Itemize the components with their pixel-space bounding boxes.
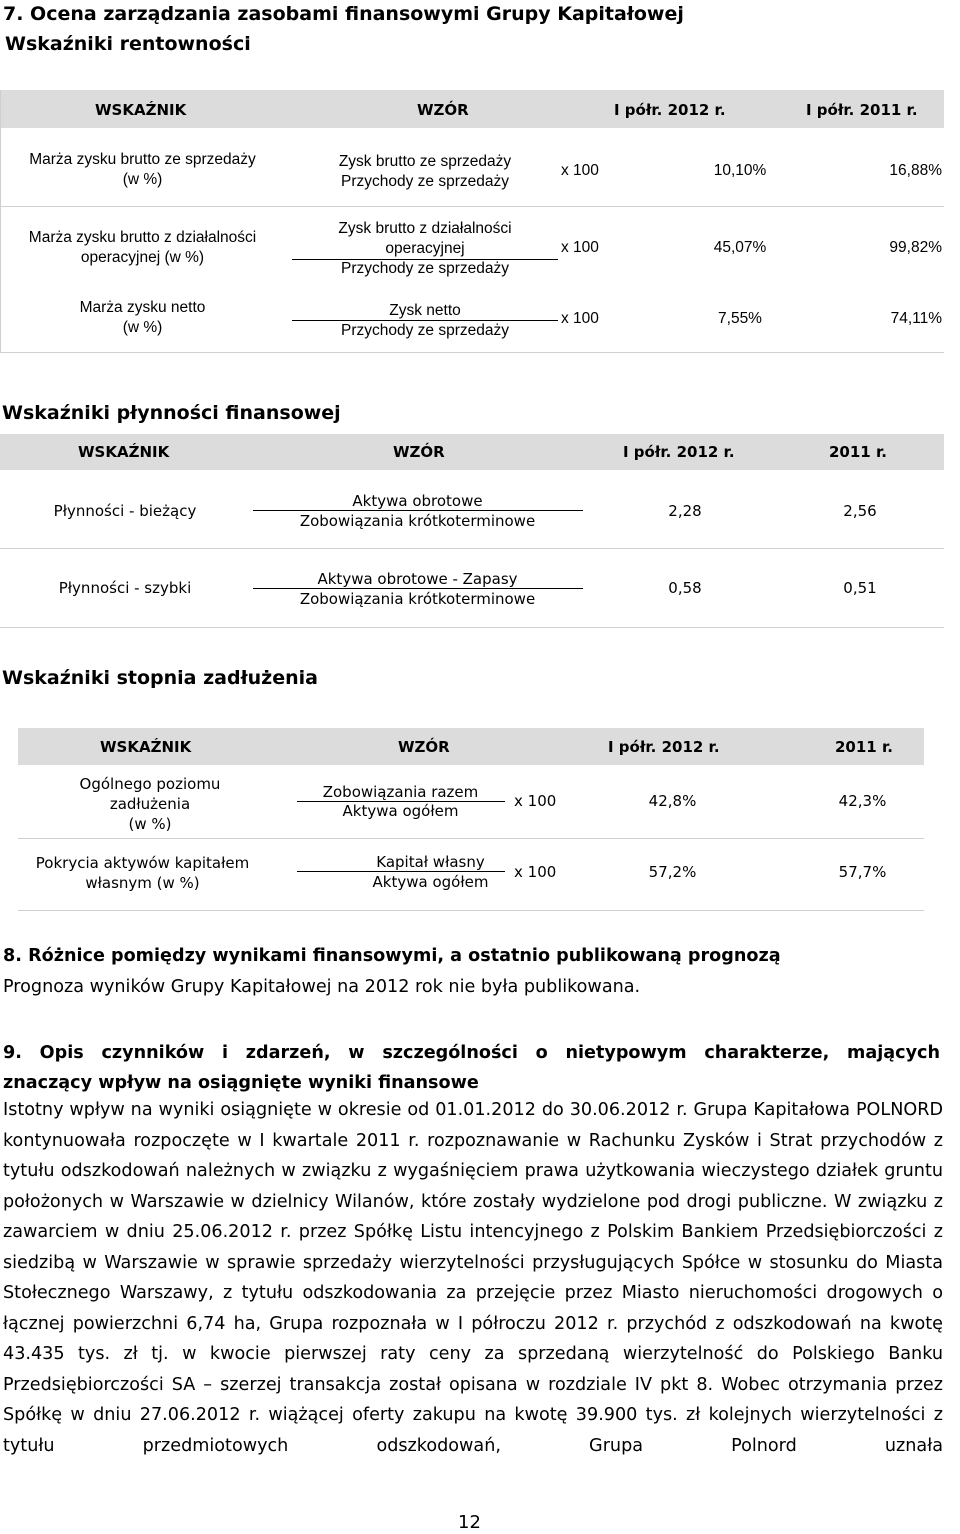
zadluzenie-header-2011: 2011 r.: [835, 738, 893, 756]
plynnosc-row2-name: Płynności - szybki: [58, 579, 192, 597]
zadluzenie-row1-2012: 42,8%: [648, 792, 697, 810]
rentownosc-row3-2011: 74,11%: [890, 310, 942, 327]
zadluzenie-row1-numerator: Zobowiązania razem: [322, 783, 479, 801]
zadluzenie-row1-multiplier: x 100: [514, 792, 557, 810]
fraction-line: [292, 259, 558, 260]
rentownosc-row3-2012: 7,55%: [718, 310, 762, 327]
rentownosc-row2-name: Marża zysku brutto z działalności operacyjnej (w %): [28, 229, 257, 266]
row-divider: [18, 838, 924, 839]
plynnosc-header-wzor: WZÓR: [393, 443, 445, 461]
table-bottom-border: [0, 352, 944, 353]
plynnosc-row1-2012: 2,28: [668, 502, 702, 520]
fraction-line: [297, 871, 505, 872]
plynnosc-row1-2011: 2,56: [843, 502, 877, 520]
zadluzenie-row1-denominator: Aktywa ogółem: [342, 802, 459, 820]
zadluzenie-header-2012: I półr. 2012 r.: [608, 738, 720, 756]
rentownosc-header-2012: I półr. 2012 r.: [614, 101, 726, 119]
zadluzenie-row1-2011: 42,3%: [838, 792, 887, 810]
rentownosc-row2-2012: 45,07%: [713, 239, 767, 256]
plynnosc-row1-name: Płynności - bieżący: [53, 502, 197, 520]
rentownosc-row1-name: Marża zysku brutto ze sprzedaży (w %): [29, 151, 256, 188]
plynnosc-row1-numerator: Aktywa obrotowe: [352, 492, 483, 510]
plynnosc-row2-2012: 0,58: [668, 579, 702, 597]
zadluzenie-title: Wskaźniki stopnia zadłużenia: [2, 667, 318, 689]
zadluzenie-row2-denominator: Aktywa ogółem: [372, 873, 489, 891]
rentownosc-header-2011: I półr. 2011 r.: [806, 101, 918, 119]
rentownosc-row1-multiplier: x 100: [561, 162, 599, 179]
section-7-title: 7. Ocena zarządzania zasobami finansowymi Grupy Kapitałowej: [3, 3, 684, 25]
plynnosc-row2-2011: 0,51: [843, 579, 877, 597]
zadluzenie-header-wskaznik: WSKAŹNIK: [100, 738, 192, 756]
rentownosc-header-wzor: WZÓR: [417, 101, 469, 119]
table-bottom-border: [18, 910, 924, 911]
section-9-heading: 9. Opis czynników i zdarzeń, w szczególności o nietypowym charakterze, mających znaczący wpływ na osiągnięte wyniki finansowe: [3, 1043, 940, 1093]
zadluzenie-row2-2012: 57,2%: [648, 863, 697, 881]
plynnosc-title: Wskaźniki płynności finansowej: [2, 402, 341, 424]
zadluzenie-row2-multiplier: x 100: [514, 863, 557, 881]
fraction-line: [253, 588, 583, 589]
rentownosc-row3-multiplier: x 100: [561, 310, 599, 327]
plynnosc-row2-numerator: Aktywa obrotowe - Zapasy: [317, 570, 518, 588]
section-9-paragraph: Istotny wpływ na wyniki osiągnięte w okresie od 01.01.2012 do 30.06.2012 r. Grupa Kapitałowa POLNORD kontynuowała rozpoczęte w I kwartale 2011 r. rozpoznawanie w Rachunku Zysków i Strat przychodów z tytułu odszkodowań należnych w związku z wygaśnięciem prawa użytkowania wieczystego działek gruntu położonych w Warszawie w dzielnicy Wilanów, które zostały wydzielone pod drogi publiczne. W związku z zawarciem w dniu 25.06.2012 r. przez Spółkę Listu intencyjnego z Polskim Bankiem Przedsiębiorczości z siedzibą w Warszawie w sprawie sprzedaży wierzytelności przysługujących Spółce w stosunku do Miasta Stołecznego Warszawy, z tytułu odszkodowania za przejęcie przez Miasto nieruchomości drogowych o łącznej powierzchni 6,74 ha, Grupa rozpoznała w I półroczu 2012 r. przychód z odszkodowań na kwotę 43.435 tys. zł tj. w kwocie pierwszej raty ceny za sprzedaną wierzytelność do Polskiego Banku Przedsiębiorczości SA – szerzej transakcja został opisana w rozdziale IV pkt 8. Wobec otrzymania przez Spółkę w dniu 27.06.2012 r. wiążącej oferty zakupu na kwotę 39.900 tys. zł kolejnych wierzytelności z tytułu przedmiotowych odszkodowań, Grupa Polnord uznała: [3, 1100, 943, 1456]
table-bottom-border: [0, 627, 944, 628]
row-divider: [0, 206, 944, 207]
rentownosc-header-wskaznik: WSKAŹNIK: [95, 101, 187, 119]
section-8-text: Prognoza wyników Grupy Kapitałowej na 2012 rok nie była publikowana.: [3, 977, 641, 997]
section-8-heading: 8. Różnice pomiędzy wynikami finansowymi, a ostatnio publikowaną prognozą: [3, 946, 781, 966]
rentownosc-subtitle: Wskaźniki rentowności: [5, 33, 251, 55]
rentownosc-row2-2011: 99,82%: [889, 239, 942, 256]
plynnosc-header-2012: I półr. 2012 r.: [623, 443, 735, 461]
rentownosc-row3-formula: Zysk netto Przychody ze sprzedaży: [341, 302, 509, 339]
rentownosc-row1-formula: Zysk brutto ze sprzedaży Przychody ze sprzedaży: [338, 153, 512, 190]
rentownosc-row1-2012: 10,10%: [713, 162, 767, 179]
zadluzenie-row2-name: Pokrycia aktywów kapitałem własnym (w %): [35, 854, 250, 892]
zadluzenie-row2-2011: 57,7%: [838, 863, 887, 881]
fraction-line: [253, 510, 583, 511]
row-divider: [0, 548, 944, 549]
rentownosc-row2-formula: Zysk brutto z działalności operacyjnej Przychody ze sprzedaży: [338, 220, 512, 277]
table-left-border: [0, 90, 1, 352]
rentownosc-row2-multiplier: x 100: [561, 239, 599, 256]
plynnosc-header-wskaznik: WSKAŹNIK: [78, 443, 170, 461]
fraction-line: [292, 320, 558, 321]
plynnosc-row2-denominator: Zobowiązania krótkoterminowe: [299, 590, 536, 608]
zadluzenie-header-wzor: WZÓR: [398, 738, 450, 756]
plynnosc-header-2011: 2011 r.: [829, 443, 887, 461]
plynnosc-row1-denominator: Zobowiązania krótkoterminowe: [299, 512, 536, 530]
rentownosc-row3-name: Marża zysku netto (w %): [79, 299, 206, 336]
page-number: 12: [458, 1512, 481, 1533]
rentownosc-row1-2011: 16,88%: [889, 162, 942, 179]
zadluzenie-row1-name: Ogólnego poziomu zadłużenia (w %): [79, 775, 221, 833]
zadluzenie-row2-numerator: Kapitał własny: [376, 853, 485, 871]
